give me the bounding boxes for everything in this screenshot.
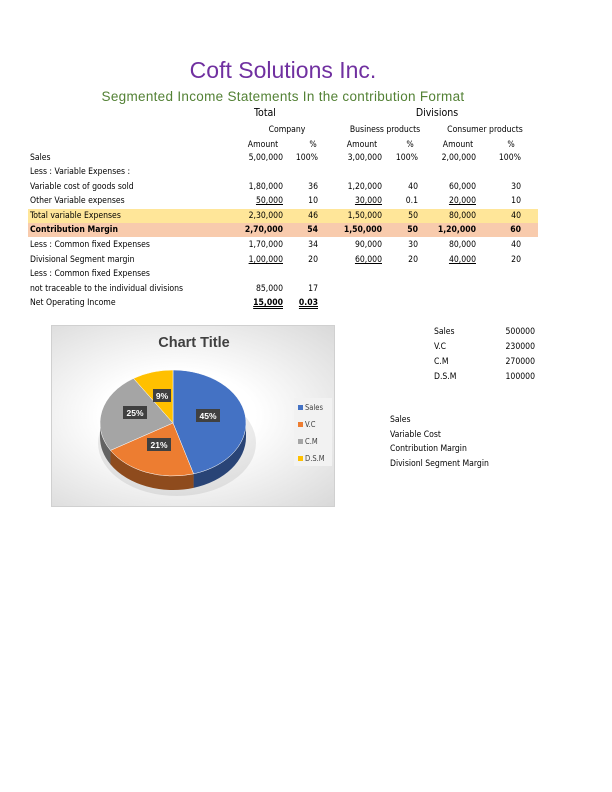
row-cell: 50	[407, 225, 418, 235]
row-cell: 15,000	[253, 298, 283, 308]
legend-text-item: Sales	[390, 415, 411, 425]
row-cell: 80,000	[448, 240, 476, 250]
statement-subtitle: Segmented Income Statements In the contribution Format	[101, 89, 465, 104]
header-pct: Amount	[442, 140, 474, 150]
row-cell: 50,000	[255, 196, 283, 206]
header-divisions: Divisions	[415, 107, 459, 119]
legend-item	[298, 420, 316, 429]
row-cell: 10	[308, 196, 318, 206]
summary-value: 230000	[505, 342, 535, 352]
row-cell: 30,000	[354, 196, 382, 206]
row-cell: 1,70,000	[248, 240, 283, 250]
row-label: Less : Variable Expenses :	[30, 167, 131, 177]
row-cell: 90,000	[354, 240, 382, 250]
legend-label: D.S.M	[305, 454, 325, 463]
data-label	[153, 389, 171, 402]
row-cell: 80,000	[448, 211, 476, 221]
row-cell: 100%	[295, 153, 318, 163]
row-cell: 2,30,000	[248, 211, 283, 221]
header-total: Total	[254, 107, 276, 119]
row-cell: 60	[510, 225, 521, 235]
row-label: Contribution Margin	[30, 225, 118, 235]
row-cell: 10	[511, 196, 521, 206]
row-cell: 1,00,000	[248, 255, 283, 265]
row-cell: 54	[307, 225, 318, 235]
row-label: Other Variable expenses	[30, 196, 125, 206]
row-cell: 1,50,000	[343, 225, 382, 235]
header-pct: %	[309, 140, 317, 150]
row-cell: 40	[408, 182, 418, 192]
row-label: Net Operating Income	[30, 298, 116, 308]
row-cell: 40,000	[448, 255, 476, 265]
row-cell: 40	[511, 240, 521, 250]
row-label: Less : Common fixed Expenses	[30, 240, 150, 250]
data-label	[123, 406, 147, 419]
data-label	[147, 438, 171, 451]
header-pct: %	[507, 140, 515, 150]
row-cell: 30	[511, 182, 521, 192]
row-cell: 20	[408, 255, 418, 265]
row-cell: 20,000	[448, 196, 476, 206]
row-cell: 46	[308, 211, 318, 221]
legend-item	[298, 403, 323, 412]
row-label: not traceable to the individual divisions	[30, 284, 184, 294]
summary-value: 270000	[505, 357, 535, 367]
summary-label: D.S.M	[434, 372, 457, 382]
row-label: Variable cost of goods sold	[30, 182, 134, 192]
header-business-products: Business products	[349, 125, 421, 135]
row-cell: 85,000	[255, 284, 283, 294]
chart-legend	[294, 398, 332, 466]
row-cell: 100%	[498, 153, 521, 163]
row-cell: 1,20,000	[437, 225, 476, 235]
row-cell: 34	[308, 240, 318, 250]
legend-label: V.C	[305, 420, 316, 429]
legend-label: Sales	[305, 403, 323, 412]
row-label: Less : Common fixed Expenses	[30, 269, 150, 279]
svg-text:25%: 25%	[126, 408, 144, 418]
header-company: Company	[268, 125, 306, 135]
row-cell: 1,80,000	[248, 182, 283, 192]
row-cell: 20	[511, 255, 521, 265]
row-cell: 60,000	[448, 182, 476, 192]
row-label: Sales	[30, 153, 51, 163]
header-amount: Amount	[247, 140, 279, 150]
legend-swatch	[298, 405, 303, 410]
row-cell: 0.03	[298, 298, 318, 308]
header-amount: Amount	[346, 140, 378, 150]
row-cell: 60,000	[354, 255, 382, 265]
summary-label: C.M	[434, 357, 449, 367]
header-pct: %	[406, 140, 414, 150]
svg-text:9%: 9%	[155, 391, 169, 401]
row-cell: 1,20,000	[347, 182, 382, 192]
row-cell: 5,00,000	[248, 153, 283, 163]
row-cell: 17	[308, 284, 318, 294]
row-cell: 3,00,000	[347, 153, 382, 163]
row-cell: 0.1	[405, 196, 418, 206]
row-cell: 2,00,000	[441, 153, 476, 163]
summary-value: 500000	[505, 327, 535, 337]
svg-text:21%: 21%	[150, 440, 168, 450]
legend-swatch	[298, 439, 303, 444]
row-cell: 40	[511, 211, 521, 221]
row-cell: 2,70,000	[244, 225, 283, 235]
row-cell: 1,50,000	[347, 211, 382, 221]
legend-swatch	[298, 456, 303, 461]
summary-label: V.C	[434, 342, 447, 352]
company-title: Coft Solutions Inc.	[189, 57, 377, 83]
row-label: Total variable Expenses	[30, 211, 121, 221]
data-label	[196, 409, 220, 422]
legend-text-item: Contribution Margin	[390, 444, 467, 454]
pie-chart[interactable]	[51, 325, 335, 507]
legend-label: C.M	[305, 437, 318, 446]
summary-value: 100000	[505, 372, 535, 382]
legend-text-item: Variable Cost	[390, 429, 441, 440]
row-cell: 50	[408, 211, 418, 221]
row-cell: 20	[308, 255, 318, 265]
summary-label: Sales	[434, 327, 455, 337]
row-label: Divisional Segment margin	[30, 255, 135, 265]
row-cell: 30	[408, 240, 418, 250]
svg-text:45%: 45%	[199, 411, 217, 421]
chart-title: Chart Title	[158, 335, 230, 351]
legend-item	[298, 454, 325, 463]
legend-item	[298, 437, 318, 446]
legend-swatch	[298, 422, 303, 427]
row-cell: 36	[308, 182, 318, 192]
legend-text-item: Divisionl Segment Margin	[390, 458, 489, 469]
header-consumer-products: Consumer products	[447, 125, 523, 135]
row-cell: 100%	[395, 153, 418, 163]
